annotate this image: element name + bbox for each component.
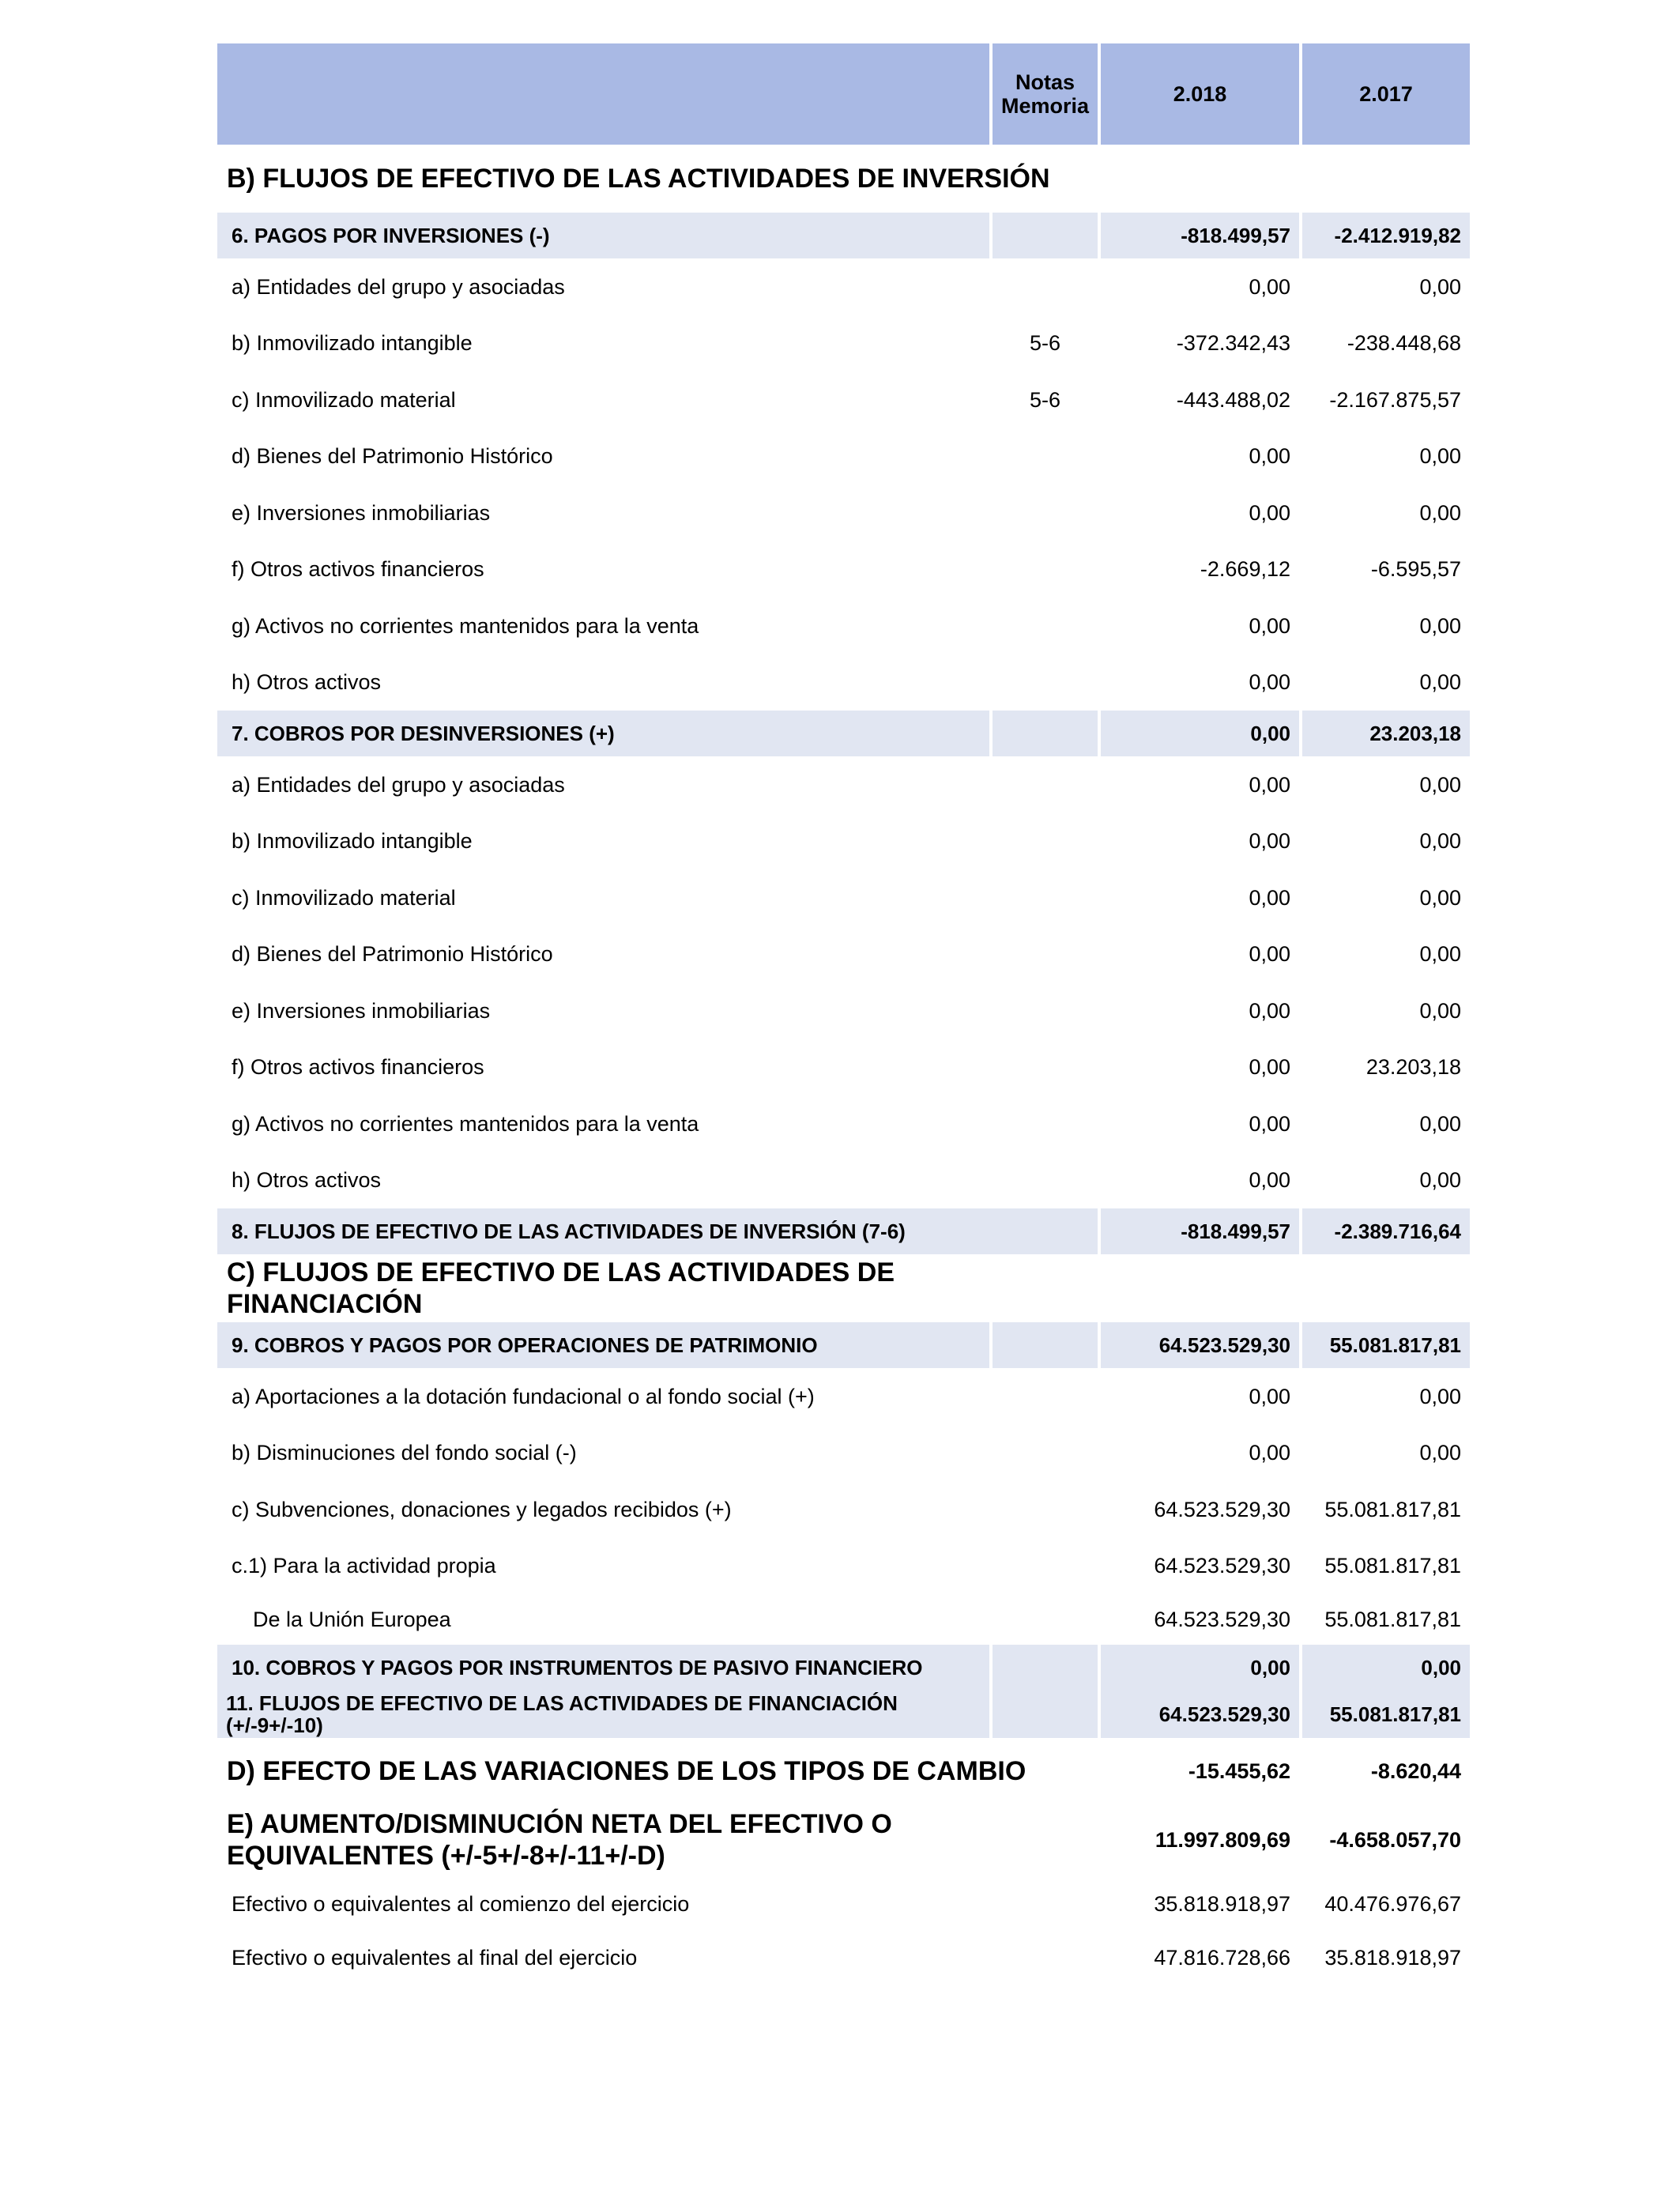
total-row-flujos-financiacion bbox=[217, 1691, 1470, 1738]
row-label: f) Otros activos financieros bbox=[232, 1055, 484, 1080]
value-2018: -818.499,57 bbox=[1101, 1208, 1299, 1254]
value-2018: 64.523.529,30 bbox=[1101, 1691, 1299, 1738]
table-row bbox=[217, 428, 1470, 485]
table-row bbox=[217, 315, 1470, 372]
nota-cell bbox=[993, 484, 1098, 541]
value-2017: 0,00 bbox=[1419, 444, 1461, 469]
year-2017-header: 2.017 bbox=[1302, 43, 1470, 145]
value-2017: 23.203,18 bbox=[1365, 1055, 1461, 1080]
value-2017: -6.595,57 bbox=[1370, 557, 1461, 582]
total-row-cobros bbox=[217, 711, 1470, 756]
table-row bbox=[217, 1039, 1470, 1096]
nota-cell bbox=[993, 654, 1098, 711]
table-row bbox=[217, 982, 1470, 1039]
value-2018: 0,00 bbox=[1249, 1055, 1290, 1080]
total-row-pagos bbox=[217, 213, 1470, 258]
value-2017: 55.081.817,81 bbox=[1324, 1608, 1461, 1631]
value-2018: 0,00 bbox=[1249, 772, 1290, 797]
row-label: c) Inmovilizado material bbox=[232, 885, 456, 910]
table-row bbox=[217, 1368, 1470, 1425]
table-row bbox=[217, 869, 1470, 926]
section-e-row bbox=[217, 1804, 1470, 1875]
row-label: a) Entidades del grupo y asociadas bbox=[232, 772, 565, 797]
row-label: c) Inmovilizado material bbox=[232, 387, 456, 412]
value-2017: 0,00 bbox=[1419, 1111, 1461, 1136]
value-2017: -8.620,44 bbox=[1370, 1759, 1461, 1783]
value-2017: -4.658.057,70 bbox=[1329, 1828, 1461, 1852]
row-label: d) Bienes del Patrimonio Histórico bbox=[232, 942, 553, 967]
value-2017: 55.081.817,81 bbox=[1302, 1322, 1470, 1368]
section-d-title: D) EFECTO DE LAS VARIACIONES DE LOS TIPOS DE CAMBIO bbox=[227, 1756, 1026, 1786]
section-b-row bbox=[217, 145, 1470, 213]
row-label: c.1) Para la actividad propia bbox=[232, 1554, 496, 1578]
row-label: 6. PAGOS POR INVERSIONES (-) bbox=[217, 213, 989, 258]
row-label: b) Inmovilizado intangible bbox=[232, 829, 473, 854]
value-2017: -2.167.875,57 bbox=[1329, 387, 1461, 412]
row-label: 8. FLUJOS DE EFECTIVO DE LAS ACTIVIDADES DE INVERSIÓN (7-6) bbox=[217, 1208, 1098, 1254]
section-e-title: E) AUMENTO/DISMINUCIÓN NETA DEL EFECTIVO O EQUIVALENTES (+/-5+/-8+/-11+/-D) bbox=[227, 1809, 892, 1871]
value-2018: 0,00 bbox=[1101, 711, 1299, 756]
row-label: g) Activos no corrientes mantenidos para la venta bbox=[232, 613, 699, 638]
value-2017: -2.389.716,64 bbox=[1302, 1208, 1470, 1254]
value-2018: 35.818.918,97 bbox=[1154, 1891, 1290, 1916]
value-2018: -818.499,57 bbox=[1101, 213, 1299, 258]
value-2017: 0,00 bbox=[1419, 613, 1461, 638]
table-row bbox=[217, 541, 1470, 598]
value-2018: 64.523.529,30 bbox=[1101, 1322, 1299, 1368]
value-2018: 0,00 bbox=[1249, 829, 1290, 854]
section-c-title: C) FLUJOS DE EFECTIVO DE LAS ACTIVIDADES DE FINANCIACIÓN bbox=[227, 1257, 895, 1319]
table-row bbox=[217, 1095, 1470, 1152]
row-label: De la Unión Europea bbox=[253, 1608, 451, 1631]
table-row bbox=[217, 813, 1470, 870]
table-row bbox=[217, 1481, 1470, 1538]
section-d-row bbox=[217, 1738, 1470, 1804]
table-row bbox=[217, 1538, 1470, 1595]
value-2017: 0,00 bbox=[1419, 500, 1461, 525]
value-2018: 64.523.529,30 bbox=[1154, 1497, 1290, 1521]
table-row bbox=[217, 1152, 1470, 1209]
year-2018-header: 2.018 bbox=[1101, 43, 1299, 145]
value-2017: 0,00 bbox=[1419, 1441, 1461, 1465]
nota-cell: 5-6 bbox=[1029, 331, 1061, 356]
table-row bbox=[217, 1875, 1470, 1932]
row-label: e) Inversiones inmobiliarias bbox=[232, 998, 491, 1023]
value-2018: 0,00 bbox=[1249, 998, 1290, 1023]
value-2018: 0,00 bbox=[1249, 942, 1290, 967]
total-row-patrimonio bbox=[217, 1322, 1470, 1368]
value-2017: 55.081.817,81 bbox=[1324, 1554, 1461, 1578]
row-label: h) Otros activos bbox=[232, 670, 382, 695]
table-row bbox=[217, 258, 1470, 315]
table-header-row bbox=[217, 43, 1470, 145]
row-label: 10. COBROS Y PAGOS POR INSTRUMENTOS DE PASIVO FINANCIERO bbox=[217, 1645, 989, 1691]
row-label: 7. COBROS POR DESINVERSIONES (+) bbox=[217, 711, 989, 756]
value-2017: 0,00 bbox=[1419, 829, 1461, 854]
value-2017: 0,00 bbox=[1419, 1168, 1461, 1193]
row-label: d) Bienes del Patrimonio Histórico bbox=[232, 444, 553, 469]
row-label: a) Aportaciones a la dotación fundacional o al fondo social (+) bbox=[232, 1384, 815, 1408]
value-2018: 0,00 bbox=[1249, 613, 1290, 638]
row-label: b) Inmovilizado intangible bbox=[232, 331, 473, 356]
row-label: 9. COBROS Y PAGOS POR OPERACIONES DE PATRIMONIO bbox=[217, 1322, 989, 1368]
total-row-pasivo bbox=[217, 1645, 1470, 1691]
row-label: g) Activos no corrientes mantenidos para la venta bbox=[232, 1111, 699, 1136]
value-2017: -238.448,68 bbox=[1347, 331, 1461, 356]
nota-cell bbox=[993, 598, 1098, 654]
table-row bbox=[217, 484, 1470, 541]
value-2018: -372.342,43 bbox=[1176, 331, 1290, 356]
row-label: a) Entidades del grupo y asociadas bbox=[232, 274, 565, 299]
value-2017: 40.476.976,67 bbox=[1324, 1891, 1461, 1916]
nota-cell bbox=[993, 541, 1098, 598]
value-2017: 0,00 bbox=[1419, 772, 1461, 797]
value-2018: 0,00 bbox=[1249, 1384, 1290, 1408]
row-label: e) Inversiones inmobiliarias bbox=[232, 500, 491, 525]
value-2018: -2.669,12 bbox=[1200, 557, 1290, 582]
value-2017: -2.412.919,82 bbox=[1302, 213, 1470, 258]
value-2017: 0,00 bbox=[1419, 942, 1461, 967]
table-row bbox=[217, 1425, 1470, 1482]
row-label: h) Otros activos bbox=[232, 1168, 382, 1193]
value-2017: 35.818.918,97 bbox=[1324, 1945, 1461, 1970]
value-2018: 0,00 bbox=[1249, 670, 1290, 695]
value-2018: 0,00 bbox=[1249, 444, 1290, 469]
row-label: 11. FLUJOS DE EFECTIVO DE LAS ACTIVIDADES DE FINANCIACIÓN (+/-9+/-10) bbox=[217, 1691, 989, 1738]
cash-flow-table bbox=[214, 43, 1473, 1983]
value-2018: 0,00 bbox=[1101, 1645, 1299, 1691]
notas-memoria-header: Notas Memoria bbox=[993, 43, 1098, 145]
value-2018: 11.997.809,69 bbox=[1155, 1828, 1290, 1852]
value-2017: 55.081.817,81 bbox=[1302, 1691, 1470, 1738]
table-row bbox=[217, 598, 1470, 654]
value-2017: 55.081.817,81 bbox=[1324, 1497, 1461, 1521]
value-2018: 0,00 bbox=[1249, 885, 1290, 910]
nota-cell: 5-6 bbox=[1029, 387, 1061, 412]
table-row bbox=[217, 756, 1470, 813]
value-2018: -443.488,02 bbox=[1176, 387, 1290, 412]
value-2018: 0,00 bbox=[1249, 1441, 1290, 1465]
nota-cell bbox=[993, 258, 1098, 315]
header-blank-cell bbox=[217, 43, 989, 145]
value-2017: 0,00 bbox=[1419, 1384, 1461, 1408]
row-label: Efectivo o equivalentes al final del ejercicio bbox=[232, 1945, 638, 1970]
section-b-title: B) FLUJOS DE EFECTIVO DE LAS ACTIVIDADES DE INVERSIÓN bbox=[227, 164, 1050, 194]
table-row bbox=[217, 1932, 1470, 1983]
value-2017: 0,00 bbox=[1419, 274, 1461, 299]
value-2018: 0,00 bbox=[1249, 500, 1290, 525]
row-label: c) Subvenciones, donaciones y legados recibidos (+) bbox=[232, 1497, 732, 1521]
value-2018: 64.523.529,30 bbox=[1154, 1608, 1290, 1631]
row-label: b) Disminuciones del fondo social (-) bbox=[232, 1441, 577, 1465]
value-2018: 0,00 bbox=[1249, 274, 1290, 299]
value-2018: -15.455,62 bbox=[1188, 1759, 1290, 1783]
total-row-flujos-inversion bbox=[217, 1208, 1470, 1254]
value-2017: 0,00 bbox=[1419, 998, 1461, 1023]
row-label: Efectivo o equivalentes al comienzo del ejercicio bbox=[232, 1891, 690, 1916]
value-2018: 64.523.529,30 bbox=[1154, 1554, 1290, 1578]
table-row bbox=[217, 1594, 1470, 1645]
value-2017: 0,00 bbox=[1419, 670, 1461, 695]
row-label: f) Otros activos financieros bbox=[232, 557, 484, 582]
value-2017: 23.203,18 bbox=[1302, 711, 1470, 756]
table-row bbox=[217, 654, 1470, 711]
value-2017: 0,00 bbox=[1419, 885, 1461, 910]
value-2018: 47.816.728,66 bbox=[1154, 1945, 1290, 1970]
nota-cell bbox=[993, 428, 1098, 485]
value-2018: 0,00 bbox=[1249, 1111, 1290, 1136]
table-row bbox=[217, 371, 1470, 428]
value-2017: 0,00 bbox=[1302, 1645, 1470, 1691]
table-row bbox=[217, 926, 1470, 983]
value-2018: 0,00 bbox=[1249, 1168, 1290, 1193]
section-c-row bbox=[217, 1254, 1470, 1322]
